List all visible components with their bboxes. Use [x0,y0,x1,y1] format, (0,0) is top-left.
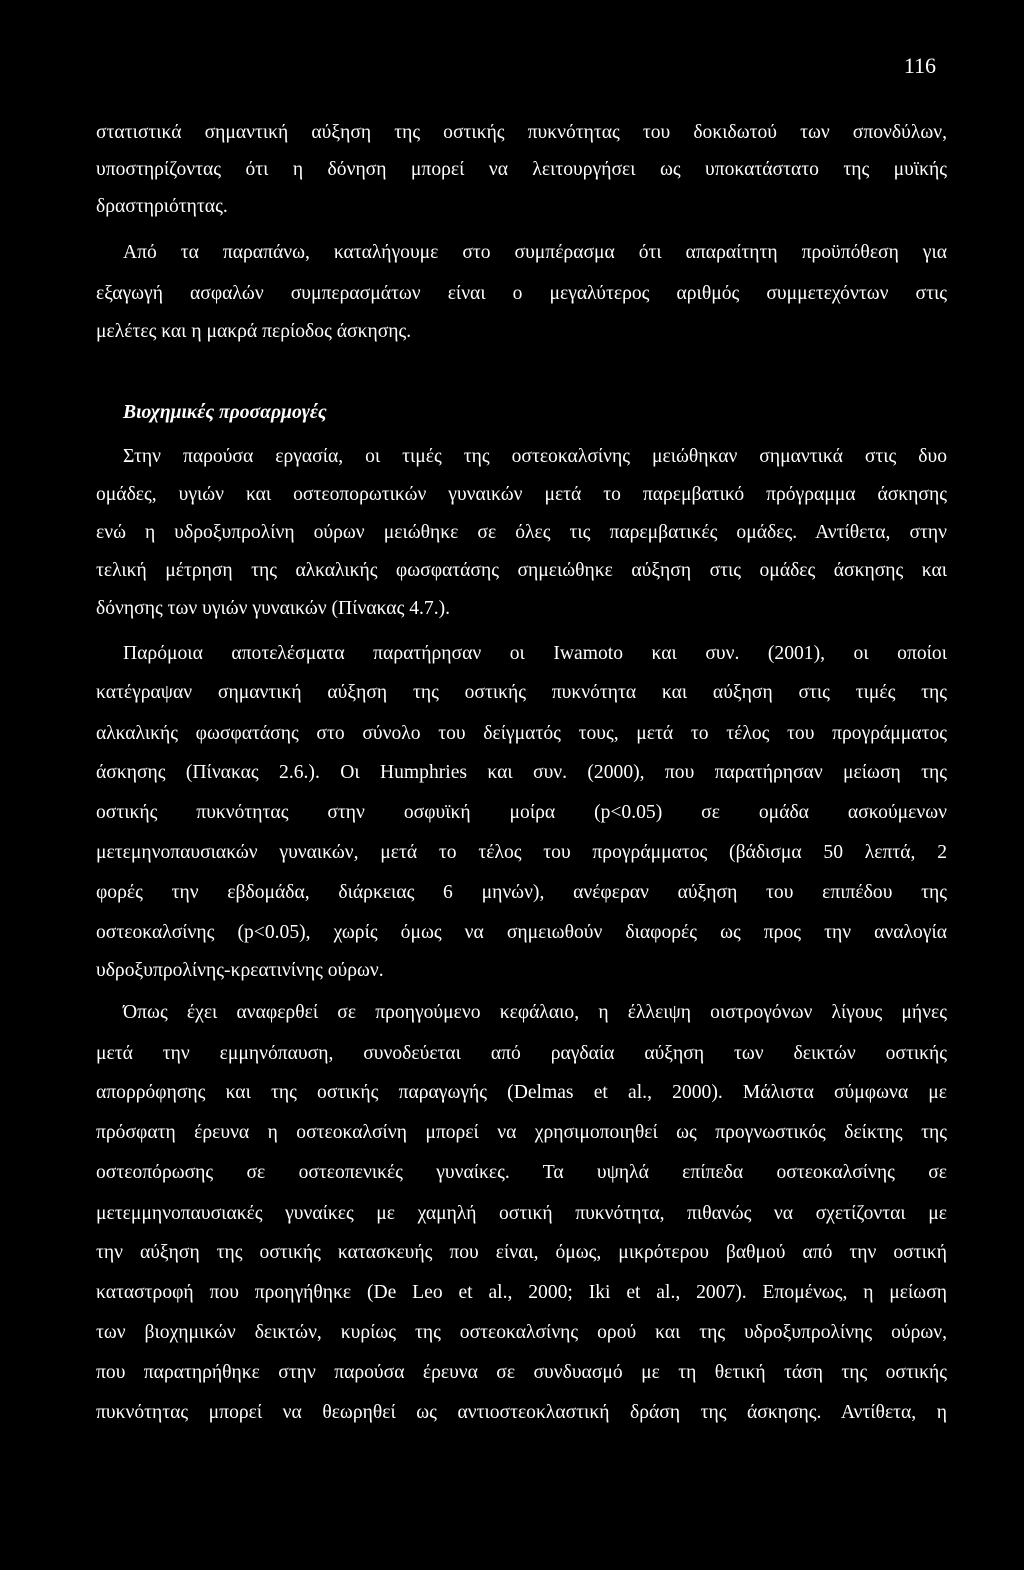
text-line: Από τα παραπάνω, καταλήγουμε στο συμπέρασμα ότι απαραίτητη προϋπόθεση για [123,242,947,263]
text-line: τελική μέτρηση της αλκαλικής φωσφατάσης σημειώθηκε αύξηση στις ομάδες άσκησης και [96,560,947,581]
text-line: μετά την εμμηνόπαυση, συνοδεύεται από ραγδαία αύξηση των δεικτών οστικής [96,1043,947,1064]
text-line: Παρόμοια αποτελέσματα παρατήρησαν οι Iwamoto και συν. (2001), οι οποίοι [123,643,947,664]
text-line: στατιστικά σημαντική αύξηση της οστικής πυκνότητας του δοκιδωτού των σπονδύλων, [96,122,947,143]
text-line: φορές την εβδομάδα, διάρκειας 6 μηνών), ανέφεραν αύξηση του επιπέδου της [96,882,947,903]
text-line: εξαγωγή ασφαλών συμπερασμάτων είναι ο μεγαλύτερος αριθμός συμμετεχόντων στις [96,283,947,304]
text-line: μελέτες και η μακρά περίοδος άσκησης. [96,321,412,342]
text-line: οστικής πυκνότητας στην οσφυϊκή μοίρα (p<0.05) σε ομάδα ασκούμενων [96,802,947,823]
text-line: ενώ η υδροξυπρολίνη ούρων μειώθηκε σε όλες τις παρεμβατικές ομάδες. Αντίθετα, στην [96,522,947,543]
text-line: αλκαλικής φωσφατάσης στο σύνολο του δείγματός τους, μετά το τέλος του προγράμματος [96,723,947,744]
text-line: κατέγραψαν σημαντική αύξηση της οστικής πυκνότητα και αύξηση στις τιμές της [96,682,947,703]
text-line: δραστηριότητας. [96,196,228,217]
text-line: απορρόφησης και της οστικής παραγωγής (Delmas et al., 2000). Μάλιστα σύμφωνα με [96,1082,947,1103]
text-line: υδροξυπρολίνης-κρεατινίνης ούρων. [96,960,384,981]
text-line: πυκνότητας μπορεί να θεωρηθεί ως αντιοστεοκλαστική δράση της άσκησης. Αντίθετα, η [96,1402,947,1423]
text-line: πρόσφατη έρευνα η οστεοκαλσίνη μπορεί να χρησιμοποιηθεί ως προγνωστικός δείκτης της [96,1122,947,1143]
page-number: 116 [903,53,936,78]
text-line: ομάδες, υγιών και οστεοπορωτικών γυναικών μετά το παρεμβατικό πρόγραμμα άσκησης [96,484,947,505]
text-line: Στην παρούσα εργασία, οι τιμές της οστεοκαλσίνης μειώθηκαν σημαντικά στις δυο [123,446,947,467]
text-line: Όπως έχει αναφερθεί σε προηγούμενο κεφάλαιο, η έλλειψη οιστρογόνων λίγους μήνες [123,1002,947,1023]
text-line: μετεμμηνοπαυσιακές γυναίκες με χαμηλή οστική πυκνότητα, πιθανώς να σχετίζονται με [96,1203,947,1224]
text-line: μετεμηνοπαυσιακών γυναικών, μετά το τέλος του προγράμματος (βάδισμα 50 λεπτά, 2 [96,842,947,863]
text-line: των βιοχημικών δεικτών, κυρίως της οστεοκαλσίνης ορού και της υδροξυπρολίνης ούρων, [96,1322,947,1343]
text-line: υποστηρίζοντας ότι η δόνηση μπορεί να λειτουργήσει ως υποκατάστατο της μυϊκής [96,159,947,180]
text-line: καταστροφή που προηγήθηκε (De Leo et al., 2000; Iki et al., 2007). Επομένως, η μείωση [96,1282,947,1303]
text-line: οστεοκαλσίνης (p<0.05), χωρίς όμως να σημειωθούν διαφορές ως προς την αναλογία [96,922,947,943]
section-heading: Βιοχημικές προσαρμογές [123,402,327,423]
text-line: την αύξηση της οστικής κατασκευής που είναι, όμως, μικρότερου βαθμού από την οστική [96,1242,947,1263]
text-line: άσκησης (Πίνακας 2.6.). Οι Humphries και συν. (2000), που παρατήρησαν μείωση της [96,762,947,783]
text-line: δόνησης των υγιών γυναικών (Πίνακας 4.7.). [96,598,451,619]
text-line: που παρατηρήθηκε στην παρούσα έρευνα σε συνδυασμό με τη θετική τάση της οστικής [96,1362,947,1383]
text-line: οστεοπόρωσης σε οστεοπενικές γυναίκες. Τα υψηλά επίπεδα οστεοκαλσίνης σε [96,1162,947,1183]
